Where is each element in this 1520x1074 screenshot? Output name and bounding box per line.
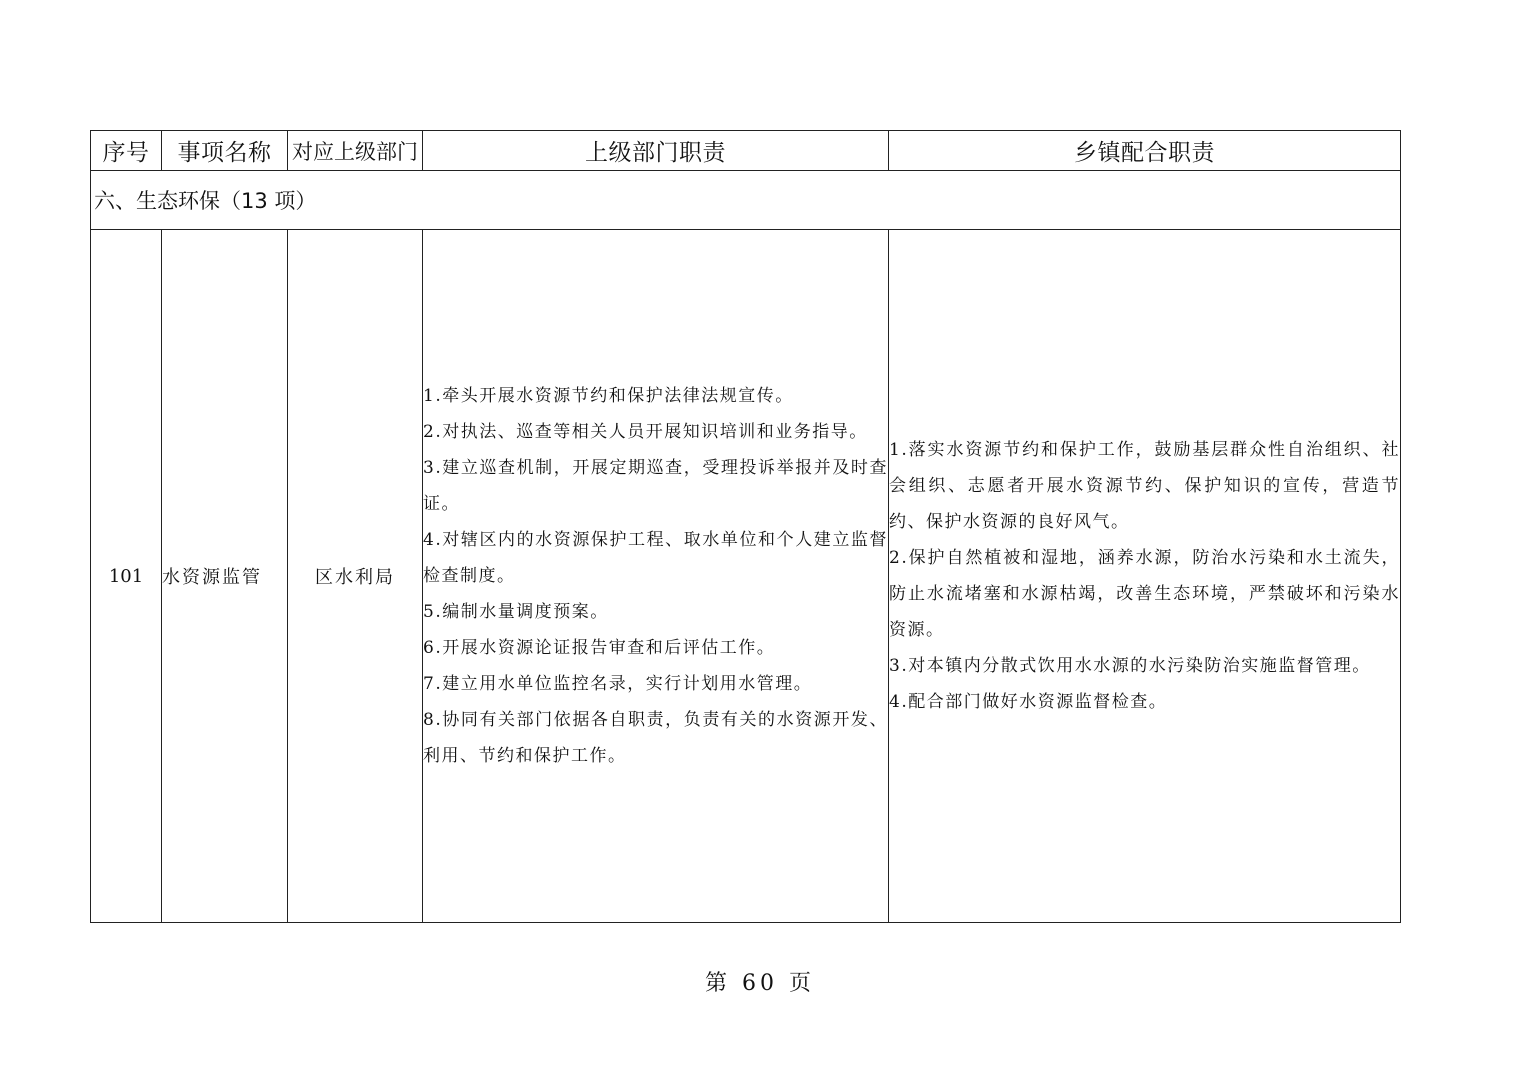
row-township-duties xyxy=(889,230,1401,923)
township-duties-list xyxy=(889,432,1400,720)
table-header-row xyxy=(91,131,1401,171)
section-title: 六、生态环保（13 项） xyxy=(91,171,1401,230)
superior-duty-item: 4.对辖区内的水资源保护工程、取水单位和个人建立监督检查制度。 xyxy=(423,530,888,586)
superior-duty-item: 2.对执法、巡查等相关人员开展知识培训和业务指导。 xyxy=(423,422,868,442)
row-superior-dept: 区水利局 xyxy=(288,230,423,923)
header-superior-duties: 上级部门职责 xyxy=(423,131,889,171)
superior-duty-item: 5.编制水量调度预案。 xyxy=(423,602,609,622)
superior-duty-item: 6.开展水资源论证报告审查和后评估工作。 xyxy=(423,638,776,658)
superior-duty-item: 3.建立巡查机制，开展定期巡查，受理投诉举报并及时查证。 xyxy=(423,458,888,514)
section-row xyxy=(91,171,1401,230)
page-number: 第 60 页 xyxy=(705,971,815,996)
row-seq: 101 xyxy=(91,230,162,923)
header-seq: 序号 xyxy=(91,131,162,171)
table-row xyxy=(91,230,1401,923)
row-item-name: 水资源监管 xyxy=(162,230,288,923)
header-item-name: 事项名称 xyxy=(162,131,288,171)
township-duty-item: 2.保护自然植被和湿地，涵养水源，防治水污染和水土流失，防止水流堵塞和水源枯竭，改善生态环境，严禁破坏和污染水资源。 xyxy=(889,548,1400,640)
superior-duty-item: 8.协同有关部门依据各自职责，负责有关的水资源开发、利用、节约和保护工作。 xyxy=(423,710,888,766)
header-superior-dept: 对应上级部门 xyxy=(288,131,423,171)
superior-duties-list xyxy=(423,378,888,774)
township-duty-item: 3.对本镇内分散式饮用水水源的水污染防治实施监督管理。 xyxy=(889,656,1371,676)
header-township-duties: 乡镇配合职责 xyxy=(889,131,1401,171)
superior-duty-item: 1.牵头开展水资源节约和保护法律法规宣传。 xyxy=(423,386,794,406)
superior-duty-item: 7.建立用水单位监控名录，实行计划用水管理。 xyxy=(423,674,813,694)
row-superior-duties xyxy=(423,230,889,923)
township-duty-item: 1.落实水资源节约和保护工作，鼓励基层群众性自治组织、社会组织、志愿者开展水资源节约、保护知识的宣传，营造节约、保护水资源的良好风气。 xyxy=(889,440,1400,532)
duty-table xyxy=(90,130,1401,923)
township-duty-item: 4.配合部门做好水资源监督检查。 xyxy=(889,692,1168,712)
